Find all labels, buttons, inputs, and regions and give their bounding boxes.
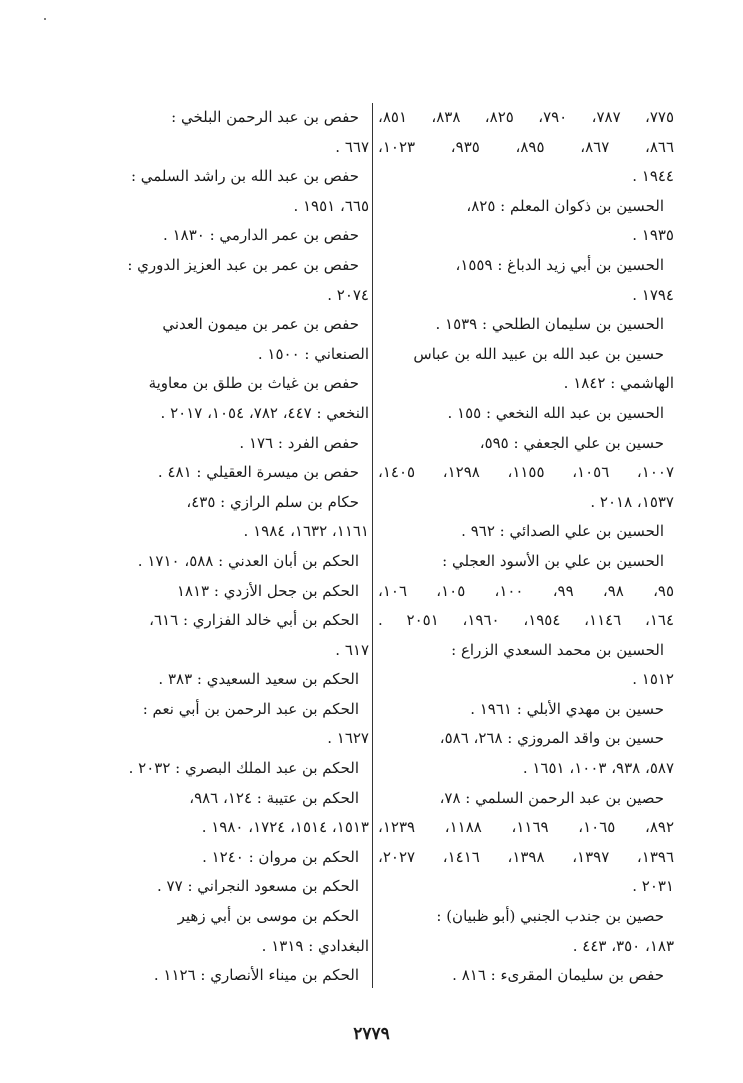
index-line bbox=[107, 517, 369, 547]
index-line-text: الحسين بن محمد السعدي الزراع : bbox=[451, 640, 664, 659]
index-line bbox=[378, 665, 674, 695]
index-line-text: ١١٦١، ١٦٣٢، ١٩٨٤ . bbox=[243, 522, 369, 541]
index-line bbox=[107, 488, 369, 518]
index-line bbox=[107, 251, 369, 281]
index-line-text: ١٩٤٤ . bbox=[632, 167, 674, 186]
index-line bbox=[107, 133, 369, 163]
index-line-text: الحكم بن مسعود النجراني : ٧٧ . bbox=[157, 877, 359, 896]
index-line-text: ٦١٧ . bbox=[335, 640, 369, 659]
index-line-text: الحكم بن جحل الأزدي : ١٨١٣ bbox=[176, 581, 359, 600]
index-line bbox=[378, 103, 674, 133]
index-line bbox=[107, 547, 369, 577]
index-line bbox=[107, 695, 369, 725]
index-line-text: الحكم بن ميناء الأنصاري : ١١٢٦ . bbox=[153, 966, 359, 985]
index-line-text: الحسين بن عبد الله النخعي : ١٥٥ . bbox=[447, 403, 664, 422]
right-index-column bbox=[378, 103, 674, 991]
index-line-text: حفص بن عبد الله بن راشد السلمي : bbox=[130, 167, 359, 186]
index-line-text: حكام بن سلم الرازي : ٤٣٥، bbox=[186, 492, 359, 511]
index-line-text: ٨٩٢، ١٠٦٥، ١١٦٩، ١١٨٨، ١٢٣٩، bbox=[378, 818, 674, 837]
index-line bbox=[107, 606, 369, 636]
index-line bbox=[378, 369, 674, 399]
index-line bbox=[107, 577, 369, 607]
index-line-text: حفص الفرد : ١٧٦ . bbox=[239, 433, 359, 452]
index-line-text: الصنعاني : ١٥٠٠ . bbox=[257, 344, 369, 363]
index-line bbox=[107, 281, 369, 311]
index-line bbox=[107, 843, 369, 873]
index-line bbox=[378, 488, 674, 518]
index-line-text: ١٦٤، ١١٤٦، ١٩٥٤، ١٩٦٠، ٢٠٥١ . bbox=[378, 611, 674, 630]
index-line-text: الحسين بن علي بن الأسود العجلي : bbox=[442, 551, 664, 570]
index-line bbox=[378, 695, 674, 725]
index-line-text: ١٥٣٧، ٢٠١٨ . bbox=[590, 492, 674, 511]
index-line bbox=[378, 577, 674, 607]
index-line-text: الحكم بن مروان : ١٢٤٠ . bbox=[202, 847, 359, 866]
index-line-text: ٦٦٥، ١٩٥١ . bbox=[293, 196, 369, 215]
index-line bbox=[378, 843, 674, 873]
index-line-text: حصين بن عبد الرحمن السلمي : ٧٨، bbox=[439, 788, 664, 807]
index-line-text: ٦٦٧ . bbox=[335, 137, 369, 156]
index-line-text: حسين بن واقد المروزي : ٢٦٨، ٥٨٦، bbox=[439, 729, 664, 748]
index-line-text: حسين بن عبد الله بن عبيد الله بن عباس bbox=[413, 344, 664, 363]
index-line-text: الحكم بن أبي خالد الفزاري : ٦١٦، bbox=[149, 611, 359, 630]
index-line-text: البغدادي : ١٣١٩ . bbox=[261, 936, 369, 955]
index-line bbox=[378, 606, 674, 636]
index-line bbox=[378, 399, 674, 429]
index-line bbox=[107, 961, 369, 991]
index-line-text: ٢٠٣١ . bbox=[632, 877, 674, 896]
index-line bbox=[107, 221, 369, 251]
index-line bbox=[107, 429, 369, 459]
index-line bbox=[107, 399, 369, 429]
index-line bbox=[107, 310, 369, 340]
index-line bbox=[378, 932, 674, 962]
index-line bbox=[107, 902, 369, 932]
index-line bbox=[378, 133, 674, 163]
index-line-text: حفص بن غياث بن طلق بن معاوية bbox=[148, 374, 359, 393]
index-line bbox=[378, 961, 674, 991]
index-line-text: ١٨٣، ٣٥٠، ٤٤٣ . bbox=[572, 936, 674, 955]
index-line bbox=[107, 813, 369, 843]
index-line bbox=[378, 340, 674, 370]
index-line-text: حفص بن عبد الرحمن البلخي : bbox=[171, 108, 359, 126]
index-line-text: ١٧٩٤ . bbox=[632, 285, 674, 304]
index-line bbox=[107, 784, 369, 814]
index-line-text: ١٩٣٥ . bbox=[632, 226, 674, 245]
index-line bbox=[107, 754, 369, 784]
index-line-text: ٩٥، ٩٨، ٩٩، ١٠٠، ١٠٥، ١٠٦، bbox=[378, 581, 674, 600]
index-line bbox=[378, 902, 674, 932]
index-line-text: حفص بن عمر الدارمي : ١٨٣٠ . bbox=[163, 226, 359, 245]
index-line bbox=[378, 724, 674, 754]
index-line bbox=[107, 162, 369, 192]
index-line bbox=[378, 221, 674, 251]
index-line-text: حفص بن عمر بن ميمون العدني bbox=[162, 315, 359, 334]
index-line bbox=[107, 369, 369, 399]
left-index-column bbox=[107, 103, 369, 991]
index-line bbox=[378, 310, 674, 340]
index-line-text: حفص بن ميسرة العقيلي : ٤٨١ . bbox=[157, 463, 359, 482]
index-line-text: الحكم بن عبد الرحمن بن أبي نعم : bbox=[142, 699, 359, 718]
index-line-text: الحسين بن سليمان الطلحي : ١٥٣٩ . bbox=[435, 315, 664, 334]
index-line bbox=[378, 813, 674, 843]
index-line-text: الحكم بن أبان العدني : ٥٨٨، ١٧١٠ . bbox=[137, 551, 359, 570]
index-line-text: ١٥١٢ . bbox=[632, 670, 674, 689]
index-line bbox=[378, 784, 674, 814]
index-line bbox=[107, 636, 369, 666]
index-line-text: الحكم بن عتيبة : ١٢٤، ٩٨٦، bbox=[189, 788, 359, 807]
index-line-text: حصين بن جندب الجنبي (أبو ظبيان) : bbox=[436, 907, 664, 926]
index-line bbox=[378, 754, 674, 784]
index-line-text: ٢٠٧٤ . bbox=[327, 285, 369, 304]
scan-speck bbox=[44, 18, 46, 20]
index-line-text: حفص بن سليمان المقرىء : ٨١٦ . bbox=[452, 966, 664, 985]
index-line-text: ٧٧٥، ٧٨٧، ٧٩٠، ٨٢٥، ٨٣٨، ٨٥١، bbox=[378, 108, 674, 126]
index-line bbox=[378, 547, 674, 577]
index-line bbox=[378, 872, 674, 902]
index-line-text: ١٠٠٧، ١٠٥٦، ١١٥٥، ١٢٩٨، ١٤٠٥، bbox=[378, 463, 674, 482]
index-line-text: الحسين بن علي الصدائي : ٩٦٢ . bbox=[461, 522, 664, 541]
index-line-text: ١٣٩٦، ١٣٩٧، ١٣٩٨، ١٤١٦، ٢٠٢٧، bbox=[378, 847, 674, 866]
index-line bbox=[378, 429, 674, 459]
index-line bbox=[378, 281, 674, 311]
index-line-text: النخعي : ٤٤٧، ٧٨٢، ١٠٥٤، ٢٠١٧ . bbox=[160, 403, 369, 422]
index-line bbox=[378, 162, 674, 192]
index-line bbox=[378, 192, 674, 222]
index-line bbox=[378, 251, 674, 281]
index-line-text: ٥٨٧، ٩٣٨، ١٠٠٣، ١٦٥١ . bbox=[522, 759, 674, 778]
index-line-text: الحكم بن سعيد السعيدي : ٣٨٣ . bbox=[158, 670, 359, 689]
index-line-text: الهاشمي : ١٨٤٢ . bbox=[563, 374, 674, 393]
column-divider bbox=[372, 103, 373, 988]
index-line-text: الحكم بن موسى بن أبي زهير bbox=[177, 907, 359, 926]
index-line bbox=[107, 872, 369, 902]
index-line-text: ١٥١٣، ١٥١٤، ١٧٢٤، ١٩٨٠ . bbox=[201, 818, 369, 837]
index-line bbox=[107, 458, 369, 488]
index-line bbox=[107, 665, 369, 695]
index-line bbox=[107, 724, 369, 754]
index-line bbox=[107, 932, 369, 962]
index-line bbox=[107, 192, 369, 222]
index-line-text: الحكم بن عبد الملك البصري : ٢٠٣٢ . bbox=[128, 759, 359, 778]
index-line-text: الحسين بن أبي زيد الدباغ : ١٥٥٩، bbox=[455, 255, 664, 274]
index-line-text: حسين بن علي الجعفي : ٥٩٥، bbox=[479, 433, 664, 452]
page-number: ٢٧٧٩ bbox=[353, 1024, 390, 1044]
index-line bbox=[378, 517, 674, 547]
index-line-text: ٨٦٦، ٨٦٧، ٨٩٥، ٩٣٥، ١٠٢٣، bbox=[378, 137, 674, 156]
index-line-text: الحسين بن ذكوان المعلم : ٨٢٥، bbox=[466, 196, 664, 215]
index-line bbox=[107, 340, 369, 370]
index-line bbox=[378, 636, 674, 666]
index-line-text: ١٦٢٧ . bbox=[327, 729, 369, 748]
index-line bbox=[107, 103, 369, 133]
index-line-text: حسين بن مهدي الأبلي : ١٩٦١ . bbox=[470, 699, 664, 718]
index-line-text: حفص بن عمر بن عبد العزيز الدوري : bbox=[127, 255, 359, 274]
index-line bbox=[378, 458, 674, 488]
